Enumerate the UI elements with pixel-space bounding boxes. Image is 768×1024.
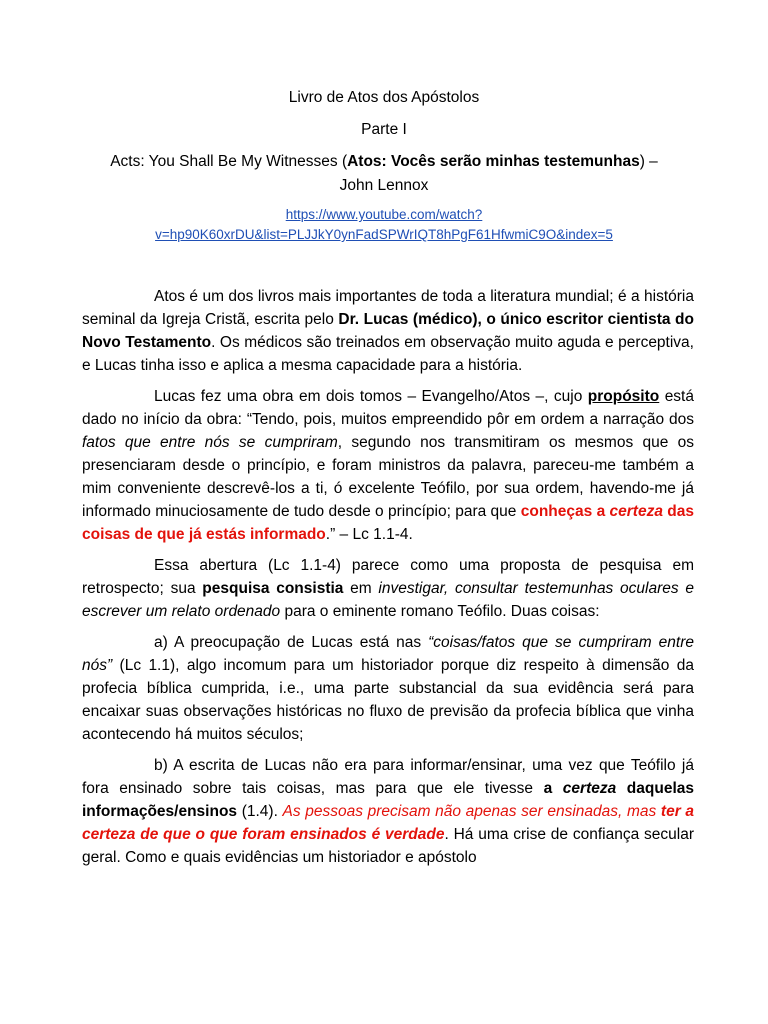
p3-text-end: para o eminente romano Teófilo. Duas coisas: <box>280 603 600 620</box>
subtitle-author: John Lennox <box>339 177 429 194</box>
document-part: Parte I <box>361 121 407 138</box>
paragraph-3 <box>82 554 694 623</box>
p5-text-end: . Há uma crise de confiança secular geral. Como e quais evidências um historiador e apóstolo <box>82 826 694 866</box>
p2-underlined: propósito <box>587 388 660 405</box>
paragraph-4 <box>82 631 694 746</box>
p2-italic: fatos que entre nós se cumpriram <box>82 434 338 451</box>
p4-italic: “coisas/fatos que se cumpriram entre nós” <box>82 634 694 674</box>
p2-text: Lucas fez uma obra em dois tomos – Evangelho/Atos –, cujo <box>154 388 588 405</box>
p1-text-end: . Os médicos são treinados em observação muito aguda e perceptiva, e Lucas tinha isso e aplica a mesma capacidade para a história. <box>82 334 694 374</box>
subtitle-dash: ) – <box>639 153 658 170</box>
p5-bold-1: a <box>543 780 563 797</box>
p5-red-bold-italic: ter a certeza de que o que foram ensinados é verdade <box>82 803 695 843</box>
paragraph-1 <box>82 285 694 377</box>
p3-text: Essa abertura (Lc 1.1-4) parece como uma proposta de pesquisa em retrospecto; sua <box>82 557 694 597</box>
subtitle-english: Acts: You Shall Be My Witnesses ( <box>110 153 348 170</box>
p2-text-2: está dado no início da obra: “Tendo, pois, muitos empreendido pôr em ordem a narração dos <box>82 388 694 428</box>
p3-bold: pesquisa consistia <box>202 580 344 597</box>
p5-bold-2: daquelas informações/ensinos <box>82 780 694 820</box>
p3-text-2: em <box>343 580 379 597</box>
document-body <box>82 285 694 877</box>
p5-red-italic: As pessoas precisam não apenas ser ensinadas, mas <box>282 803 661 820</box>
paragraph-5 <box>82 754 694 869</box>
p1-text: Atos é um dos livros mais importantes de toda a literatura mundial; é a história seminal da Igreja Cristã, escrita pelo <box>82 288 694 328</box>
subtitle-portuguese: Atos: Vocês serão minhas testemunhas <box>347 153 640 170</box>
p2-text-3: , segundo nos transmitiram os mesmos que os presenciaram desde o princípio, e foram ministros da palavra, pareceu-me também a mim conveniente descrevê-los a ti, ó excelente Teófilo, por sua ordem, havendo-me já informado minuciosamente de tudo desde o princípio; para que <box>82 434 694 520</box>
p2-red-1: conheças a <box>520 503 610 520</box>
video-link[interactable] <box>100 205 668 245</box>
document-subtitle <box>100 150 668 198</box>
document-title: Livro de Atos dos Apóstolos <box>288 89 480 106</box>
p2-red-2: das coisas de que já estás informado <box>82 503 694 543</box>
p4-text-end: (Lc 1.1), algo incomum para um historiador porque diz respeito à dimensão da profecia bíblica cumprida, i.e., uma parte substancial da sua evidência será para encaixar suas observações históricas no fluxo de previsão da profecia bíblica que vinha acontecendo há muitos séculos; <box>82 657 694 743</box>
p5-text: b) A escrita de Lucas não era para informar/ensinar, uma vez que Teófilo já fora ensinado sobre tais coisas, mas para que ele tivesse <box>82 757 694 797</box>
p3-italic: investigar, consultar testemunhas oculares e escrever um relato ordenado <box>82 580 694 620</box>
p5-text-2: (1.4). <box>237 803 283 820</box>
p4-text: a) A preocupação de Lucas está nas <box>154 634 429 651</box>
video-link-line-2[interactable]: v=hp90K60xrDU&list=PLJJkY0ynFadSPWrIQT8hPgF61HfwmiC9O&index=5 <box>155 227 613 242</box>
p1-bold: Dr. Lucas (médico), o único escritor cientista do Novo Testamento <box>82 311 694 351</box>
video-link-line-1[interactable]: https://www.youtube.com/watch? <box>285 207 483 222</box>
p2-text-end: .” – Lc 1.1-4. <box>325 526 413 543</box>
paragraph-2 <box>82 385 694 546</box>
p2-red-italic: certeza <box>609 503 663 520</box>
p5-bold-italic: certeza <box>562 780 617 797</box>
